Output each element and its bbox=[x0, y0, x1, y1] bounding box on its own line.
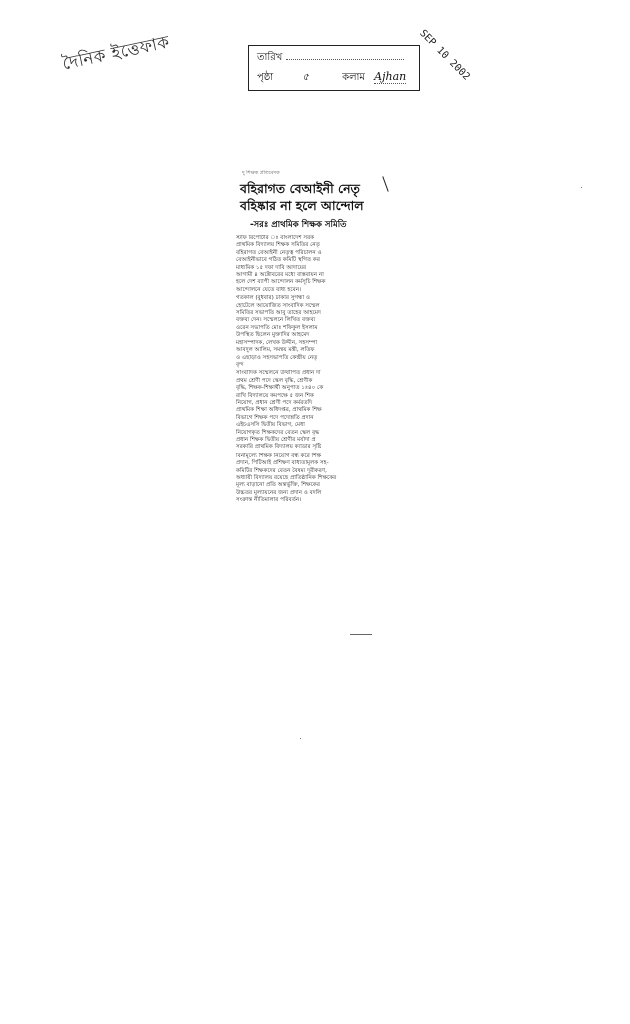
article-line: নিয়োগ, প্রধান শ্রেণী পদে কর্মরতদি bbox=[236, 399, 313, 406]
article-line: বহিরাগত বেআইনী নেতৃত্ব পরিচালন ও bbox=[236, 249, 322, 256]
article-line: গতকাল (বুধবার) ঢাকার সুগন্ধা ও bbox=[236, 295, 311, 302]
slip-column-label: কলাম bbox=[342, 72, 365, 83]
article-line: প্রাথমিক বিদ্যালয় শিক্ষক সমিতির নেতৃ bbox=[236, 242, 320, 249]
scan-speck bbox=[581, 187, 582, 188]
article-paragraph bbox=[236, 453, 384, 505]
slip-date-line bbox=[286, 51, 404, 60]
article-line: বিনামূল্যে শিক্ষক নিয়োগ বন্ধ করে শিক্ষ bbox=[236, 452, 322, 459]
article-line: বৃদ্ধি, শিক্ষক-শিক্ষার্থী অনুপাত ১ঃ৪০ কে bbox=[236, 385, 324, 392]
article-line: উচ্চতর মূল্যায়নের জন্য প্রদান ও বদলি bbox=[236, 489, 322, 496]
slip-page-value: ৫ bbox=[302, 72, 309, 83]
article-line: নিয়োগকৃত শিক্ষকদের বেতন স্কেল বৃদ্ধ bbox=[236, 429, 320, 436]
newspaper-clipping bbox=[236, 170, 384, 640]
slip-signature: Ajhan bbox=[374, 70, 407, 83]
article-line: প্রথম শ্রেণী পদে স্কেল বৃদ্ধি, শ্রেণীক bbox=[236, 377, 313, 384]
article-line: মূল্য বাড়ানো প্রতি অন্তর্ভুক্তি, শিক্ষকের bbox=[236, 482, 320, 489]
article-line: প্রধান শিক্ষক দ্বিতীয় শ্রেণীর মর্যাদা প্র bbox=[236, 436, 316, 443]
article-line: আগামী ৪ অক্টোবরের মধ্যে বাস্তবায়ন না bbox=[236, 272, 324, 279]
headline-line-1: বহিরাগত বেআইনী নেতৃ bbox=[240, 181, 360, 196]
article-line: বৃন্দ bbox=[236, 361, 244, 368]
headline-line-2: বহিষ্কার না হলে আন্দোল bbox=[240, 198, 364, 213]
handwritten-publication-note: দৈনিক ইত্তেফাক bbox=[60, 32, 172, 75]
article-line: সমিতির সভাপতি আবু তাহের আহমেদ bbox=[236, 310, 321, 317]
article-headline bbox=[240, 180, 384, 214]
article-line: প্রদান, পিটিআই প্রশিক্ষণ বাধ্যতামূলক সহ- bbox=[236, 460, 329, 467]
clipping-reference-slip bbox=[248, 45, 420, 91]
article-line: এইচএসসি দ্বিতীয় বিভাগ, মেধা bbox=[236, 422, 305, 429]
article-line: মাধ্যমিক ১৫ দফা দাবি আদায়ের bbox=[236, 264, 307, 271]
article-paragraph bbox=[236, 235, 384, 294]
slip-date-label: তারিখ bbox=[257, 52, 283, 63]
article-line: সরকারি প্রাথমিক বিদ্যালয় ক্যাডার সৃষ্টি bbox=[236, 444, 322, 451]
article-line: কমিটির শিক্ষকদের বেতন বৈষম্য দূরীকরণ, bbox=[236, 467, 327, 474]
article-paragraph bbox=[236, 370, 384, 451]
article-line: হলে দেশ ব্যাপী আন্দোলন কর্মসূচি শিক্ষক bbox=[236, 279, 326, 286]
article-line: রাখি বিদ্যালয়ে কমপক্ষে ৫ জন শিক bbox=[236, 392, 314, 399]
article-line: মহাসম্পাদক, লেখক উদ্দীন, সহসম্পা bbox=[236, 339, 318, 346]
article-line: ও এছাড়াও সহসভাপতি কেন্দ্রীয় নেতৃ bbox=[236, 354, 318, 361]
article-line: বিভাগে শিক্ষক পদে পদোন্নতি প্রদান bbox=[236, 414, 314, 421]
article-subhead: -সরঃ প্রাথমিক শিক্ষক সমিতি bbox=[250, 220, 347, 230]
received-date-stamp: SEP 10 2002 bbox=[417, 28, 472, 83]
article-line: আবদুল আলিম, সমন্বয় মন্ত্রী, লতিফ bbox=[236, 347, 315, 354]
article-line: বক্তব্য দেন। সম্মেলনে লিখিত বক্তব্য bbox=[236, 317, 316, 324]
article-line: অধ্যায়ী বিদ্যালয় রয়েছে প্রাতিষ্ঠানিক শিক্ষকের bbox=[236, 475, 337, 481]
slip-page-label: পৃষ্ঠা bbox=[257, 72, 274, 83]
article-line: সংক্রান্ত নীতিমালার পরিবর্তন। bbox=[236, 497, 302, 504]
article-line: প্রাথমিক শিক্ষা অধিদপ্তর, প্রাথমিক শিক্ষ bbox=[236, 407, 322, 414]
article-line: স্টাফ রিপোর্টার ঃ বাংলাদেশ সরক bbox=[236, 235, 315, 241]
article-paragraph bbox=[236, 295, 384, 369]
scan-speck bbox=[300, 738, 301, 739]
article-end-rule bbox=[350, 634, 372, 635]
article-body bbox=[236, 235, 384, 505]
article-kicker: দু শিক্ষক প্রতিবেদক bbox=[242, 170, 280, 176]
article-line: ওরেন সভাপতি মোঃ শফিকুল ইসলাম bbox=[236, 324, 318, 331]
article-line: উপস্থিত ছিলেন মুক্তাদির আহমেদ bbox=[236, 332, 310, 339]
article-line: সাংবাদিক সম্মেলনে উত্থাপিত প্রধান দা bbox=[236, 370, 321, 377]
article-line: হোটেলে আয়োজিত সাংবাদিক সম্মেল bbox=[236, 302, 320, 309]
article-line: বেআইনীভাবে গঠিত কমিটি স্থগিত কর bbox=[236, 257, 320, 264]
article-line: আন্দোলনে যেতে বাধ্য হবেন। bbox=[236, 286, 302, 293]
